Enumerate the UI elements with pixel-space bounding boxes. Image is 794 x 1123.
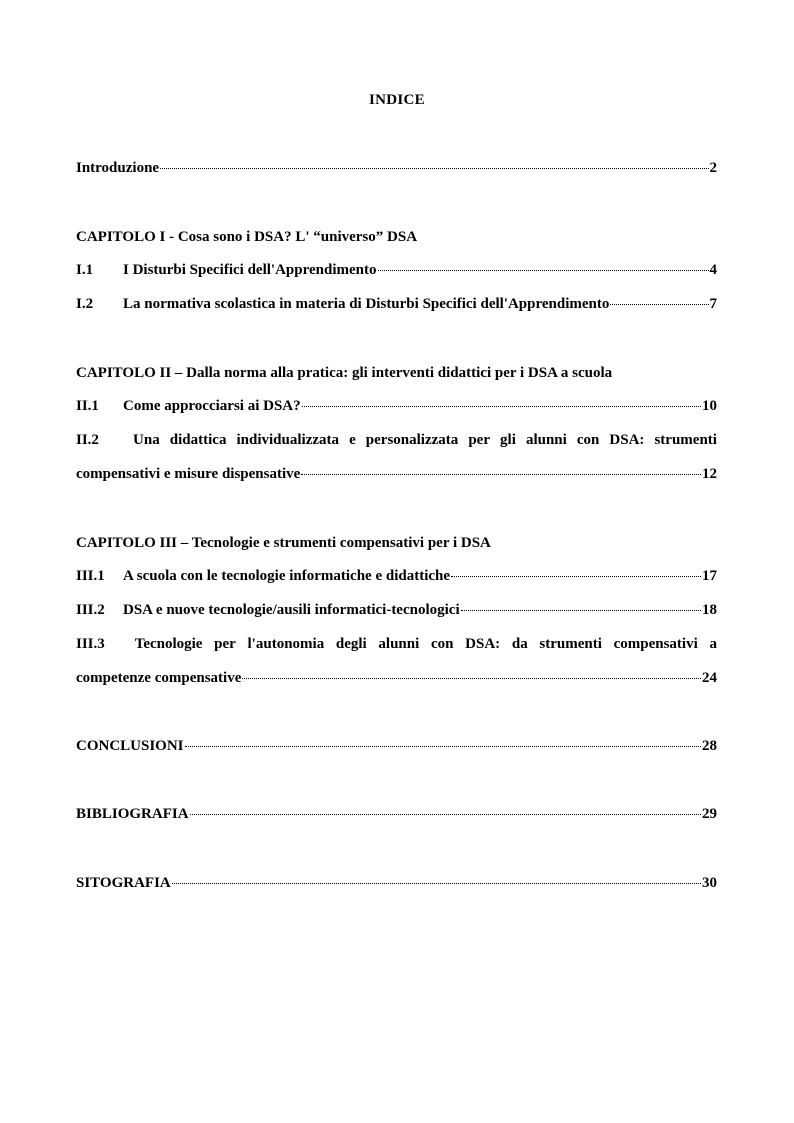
toc-word: didattica (169, 432, 227, 448)
chapter-1-heading[interactable]: CAPITOLO I - Cosa sono i DSA? L' “universo” DSA (76, 229, 418, 245)
toc-entry-number: I.1 (76, 262, 94, 278)
toc-entry-label: La normativa scolastica in materia di Disturbi Specifici dell'Apprendimento (123, 296, 610, 312)
toc-entry-label: DSA e nuove tecnologie/ausili informatici-tecnologici (123, 602, 460, 618)
toc-entry-label: SITOGRAFIA (76, 875, 171, 891)
toc-entry-page: 18 (702, 602, 717, 618)
toc-entry-label: competenze compensative (76, 670, 242, 686)
toc-entry-label: CONCLUSIONI (76, 738, 184, 754)
toc-entry-iii-3-line2[interactable] (76, 670, 717, 690)
dot-leader (190, 814, 701, 815)
dot-leader (451, 576, 701, 577)
dot-leader (160, 168, 708, 169)
toc-word: e (349, 432, 356, 448)
toc-entry-page: 2 (709, 160, 717, 176)
toc-entry-label: BIBLIOGRAFIA (76, 806, 189, 822)
toc-word: Una (133, 432, 160, 448)
toc-word: individualizzata (236, 432, 340, 448)
toc-entry-page: 12 (702, 466, 717, 482)
toc-word: a (709, 636, 717, 652)
toc-entry-page: 4 (709, 262, 717, 278)
dot-leader (610, 304, 708, 305)
toc-entry-page: 24 (702, 670, 717, 686)
toc-entry-bibliografia[interactable] (76, 806, 717, 826)
dot-leader (378, 270, 709, 271)
dot-leader (461, 610, 701, 611)
toc-entry-label: Introduzione (76, 160, 160, 176)
toc-word: alunni (525, 432, 567, 448)
toc-entry-iii-3-line1[interactable] (76, 636, 717, 653)
toc-entry-number: I.2 (76, 296, 94, 312)
dot-leader (302, 406, 701, 407)
toc-word: per (468, 432, 490, 448)
toc-word: alunni (378, 636, 420, 652)
toc-word: degli (335, 636, 367, 652)
toc-entry-i-1[interactable] (76, 262, 717, 282)
toc-entry-i-2[interactable] (76, 296, 717, 316)
toc-word: con (430, 636, 454, 652)
toc-entry-iii-2[interactable] (76, 602, 717, 622)
toc-entry-ii-2-line1[interactable] (76, 432, 717, 449)
toc-entry-number: II.2 (76, 432, 99, 448)
toc-entry-label: A scuola con le tecnologie informatiche e didattiche (123, 568, 451, 584)
dot-leader (301, 474, 701, 475)
dot-leader (185, 746, 701, 747)
toc-entry-page: 30 (702, 875, 717, 891)
toc-entry-conclusioni[interactable] (76, 738, 717, 758)
toc-word: l'autonomia (247, 636, 325, 652)
toc-entry-label: Come approcciarsi ai DSA? (123, 398, 301, 414)
toc-entry-page: 7 (709, 296, 717, 312)
toc-entry-page: 29 (702, 806, 717, 822)
toc-word: con (576, 432, 600, 448)
toc-word: DSA: (465, 636, 501, 652)
toc-entry-sitografia[interactable] (76, 875, 717, 895)
toc-entry-page: 28 (702, 738, 717, 754)
toc-entry-page: 10 (702, 398, 717, 414)
chapter-2-heading[interactable]: CAPITOLO II – Dalla norma alla pratica: gli interventi didattici per i DSA a scuola (76, 365, 613, 381)
toc-word: DSA: (609, 432, 645, 448)
toc-word: per (214, 636, 236, 652)
page-title: INDICE (369, 92, 425, 108)
toc-word: strumenti (539, 636, 602, 652)
toc-word: Tecnologie (134, 636, 203, 652)
toc-entry-number: III.1 (76, 568, 105, 584)
toc-entry-number: II.1 (76, 398, 99, 414)
toc-entry-number: III.2 (76, 602, 105, 618)
toc-entry-number: III.3 (76, 636, 105, 652)
toc-word: strumenti (654, 432, 717, 448)
toc-entry-iii-1[interactable] (76, 568, 717, 588)
toc-word: compensativi (613, 636, 698, 652)
toc-entry-ii-2-line2[interactable] (76, 466, 717, 486)
chapter-3-heading[interactable]: CAPITOLO III – Tecnologie e strumenti compensativi per i DSA (76, 535, 491, 551)
toc-entry-label: I Disturbi Specifici dell'Apprendimento (123, 262, 377, 278)
toc-word: gli (500, 432, 516, 448)
dot-leader (242, 678, 701, 679)
toc-entry-page: 17 (702, 568, 717, 584)
dot-leader (172, 883, 701, 884)
toc-entry-label: compensativi e misure dispensative (76, 466, 301, 482)
toc-entry-introduzione[interactable] (76, 160, 717, 180)
toc-word: personalizzata (365, 432, 459, 448)
toc-entry-ii-1[interactable] (76, 398, 717, 418)
toc-word: da (511, 636, 528, 652)
